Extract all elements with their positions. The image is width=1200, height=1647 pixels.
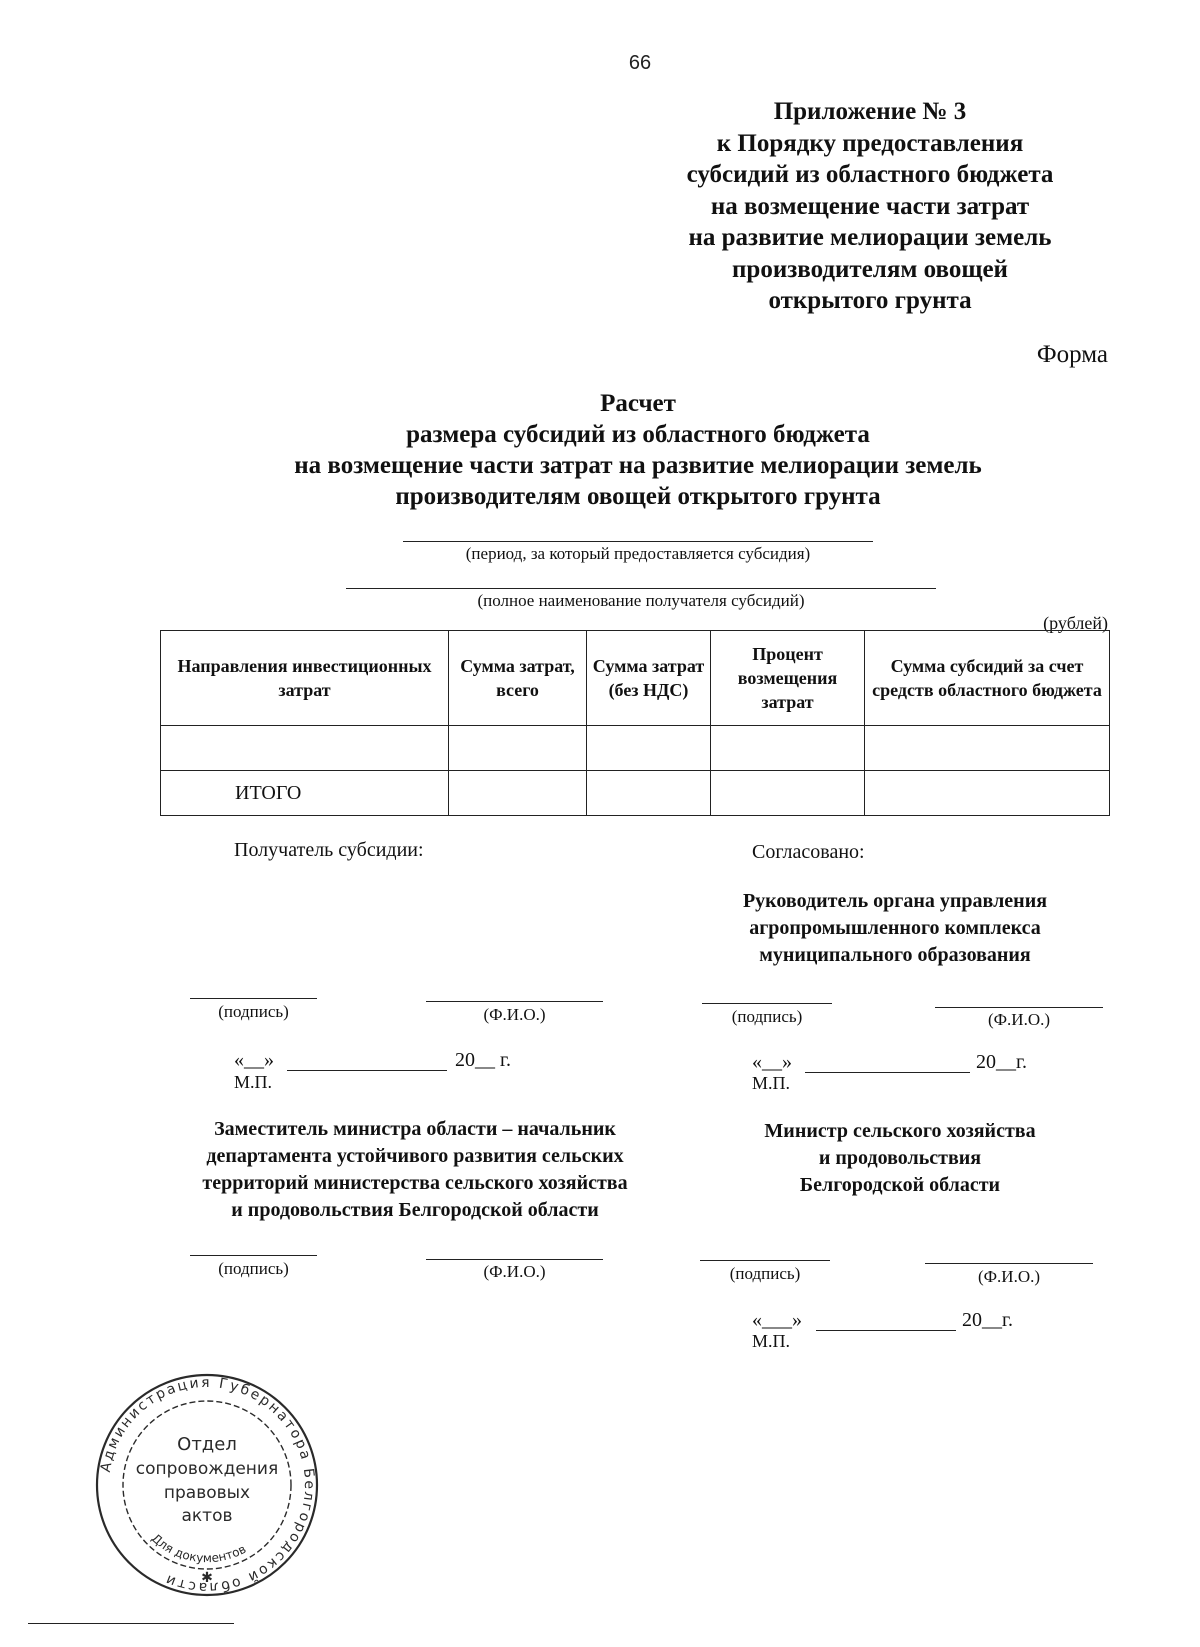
seal-line: актов xyxy=(181,1506,233,1526)
total-label-cell: ИТОГО xyxy=(161,771,449,816)
calculation-table xyxy=(160,630,1110,816)
document-title xyxy=(0,388,1200,512)
recipient-date-month-line[interactable] xyxy=(287,1070,447,1071)
table-cell[interactable] xyxy=(587,726,711,771)
signature-caption: (подпись) xyxy=(729,1264,801,1283)
minister-date-month-line[interactable] xyxy=(816,1330,956,1331)
minister-date-year: 20__г. xyxy=(962,1309,1013,1331)
form-label: Форма xyxy=(1036,341,1108,368)
title-line: размера субсидий из областного бюджета xyxy=(406,421,870,448)
stamp-place: М.П. xyxy=(234,1072,273,1092)
position-line: Заместитель министра области – начальник xyxy=(214,1118,616,1140)
recipient-field-line[interactable] xyxy=(346,588,936,589)
municipal-date-month-line[interactable] xyxy=(805,1072,970,1073)
seal-line: правовых xyxy=(163,1483,251,1503)
fio-caption: (Ф.И.О.) xyxy=(483,1262,546,1281)
position-line: Министр сельского хозяйства xyxy=(764,1120,1036,1142)
seal-line: сопровождения xyxy=(135,1459,279,1479)
signature-caption: (подпись) xyxy=(731,1007,803,1026)
seal-outer-text: Администрация Губернатора Белгородской области xyxy=(97,1374,318,1596)
deputy-signature-line[interactable] xyxy=(190,1255,317,1256)
position-line: Белгородской области xyxy=(799,1174,1001,1196)
position-line: и продовольствия xyxy=(818,1147,982,1169)
appendix-line: к Порядку предоставления xyxy=(716,129,1024,157)
seal-bottom-text: Для документов xyxy=(148,1530,249,1566)
column-header: Процент возмещения затрат xyxy=(711,631,865,726)
minister-signature-line[interactable] xyxy=(700,1260,830,1261)
position-line: агропромышленного комплекса xyxy=(749,917,1041,939)
position-line: Руководитель органа управления xyxy=(742,890,1048,912)
office-seal-stamp xyxy=(92,1370,322,1600)
position-line: муниципального образования xyxy=(759,944,1031,966)
appendix-line: на возмещение части затрат xyxy=(710,192,1030,220)
minister-position xyxy=(700,1118,1100,1199)
municipal-date-day[interactable]: «__» xyxy=(752,1051,792,1073)
column-header: Направления инвестиционных затрат xyxy=(161,631,449,726)
appendix-line: на развитие мелиорации земель xyxy=(688,224,1052,251)
recipient-signature-line[interactable] xyxy=(190,998,317,999)
fio-caption: (Ф.И.О.) xyxy=(483,1005,546,1024)
recipient-date-day[interactable]: «__» xyxy=(234,1049,274,1071)
page-number: 66 xyxy=(628,52,652,74)
municipal-date-year: 20__г. xyxy=(976,1051,1027,1073)
appendix-line: производителям овощей xyxy=(732,255,1008,283)
appendix-line: открытого грунта xyxy=(768,287,972,314)
position-line: департамента устойчивого развития сельских xyxy=(206,1145,624,1167)
column-header: Сумма затрат (без НДС) xyxy=(587,631,711,726)
column-header: Сумма субсидий за счет средств областного бюджета xyxy=(865,631,1110,726)
appendix-line: Приложение № 3 xyxy=(773,98,967,125)
table-cell[interactable] xyxy=(587,771,711,816)
municipal-fio-line[interactable] xyxy=(935,1007,1103,1008)
recipient-label: Получатель субсидии: xyxy=(234,839,424,861)
period-field-line[interactable] xyxy=(403,541,873,542)
minister-fio-line[interactable] xyxy=(925,1263,1093,1264)
table-total-row xyxy=(161,771,1110,816)
appendix-heading xyxy=(640,96,1100,317)
footnote-divider xyxy=(28,1623,234,1624)
title-line: на возмещение части затрат на развитие мелиорации земель xyxy=(294,452,982,479)
agreed-label: Согласовано: xyxy=(752,841,865,863)
units-label: (рублей) xyxy=(1043,613,1108,633)
position-line: территорий министерства сельского хозяйства xyxy=(202,1172,628,1194)
minister-date-day[interactable]: «___» xyxy=(752,1309,802,1331)
stamp-place: М.П. xyxy=(752,1073,791,1093)
municipal-head-position xyxy=(700,888,1090,969)
column-header: Сумма затрат, всего xyxy=(449,631,587,726)
period-caption: (период, за который предоставляется субсидия) xyxy=(465,544,811,563)
fio-caption: (Ф.И.О.) xyxy=(977,1267,1041,1286)
recipient-date-year: 20__ г. xyxy=(455,1049,511,1071)
star-icon: ✱ xyxy=(201,1570,213,1586)
table-header-row xyxy=(161,631,1110,726)
title-line: производителям овощей открытого грунта xyxy=(395,483,881,510)
title-line: Расчет xyxy=(600,390,676,417)
table-cell[interactable] xyxy=(865,771,1110,816)
table-cell[interactable] xyxy=(865,726,1110,771)
table-cell[interactable] xyxy=(711,726,865,771)
signature-caption: (подпись) xyxy=(218,1002,289,1021)
seal-line: Отдел xyxy=(177,1434,237,1455)
recipient-fio-line[interactable] xyxy=(426,1001,603,1002)
table-cell[interactable] xyxy=(711,771,865,816)
recipient-caption: (полное наименование получателя субсидий) xyxy=(477,591,805,610)
table-cell[interactable] xyxy=(449,726,587,771)
municipal-signature-line[interactable] xyxy=(702,1003,832,1004)
stamp-place: М.П. xyxy=(752,1331,791,1351)
table-cell[interactable] xyxy=(449,771,587,816)
table-row xyxy=(161,726,1110,771)
appendix-line: субсидий из областного бюджета xyxy=(686,161,1054,188)
deputy-minister-position xyxy=(150,1116,680,1224)
signature-caption: (подпись) xyxy=(218,1259,289,1278)
fio-caption: (Ф.И.О.) xyxy=(987,1010,1051,1029)
position-line: и продовольствия Белгородской области xyxy=(231,1199,599,1221)
table-cell[interactable] xyxy=(161,726,449,771)
deputy-fio-line[interactable] xyxy=(426,1259,603,1260)
